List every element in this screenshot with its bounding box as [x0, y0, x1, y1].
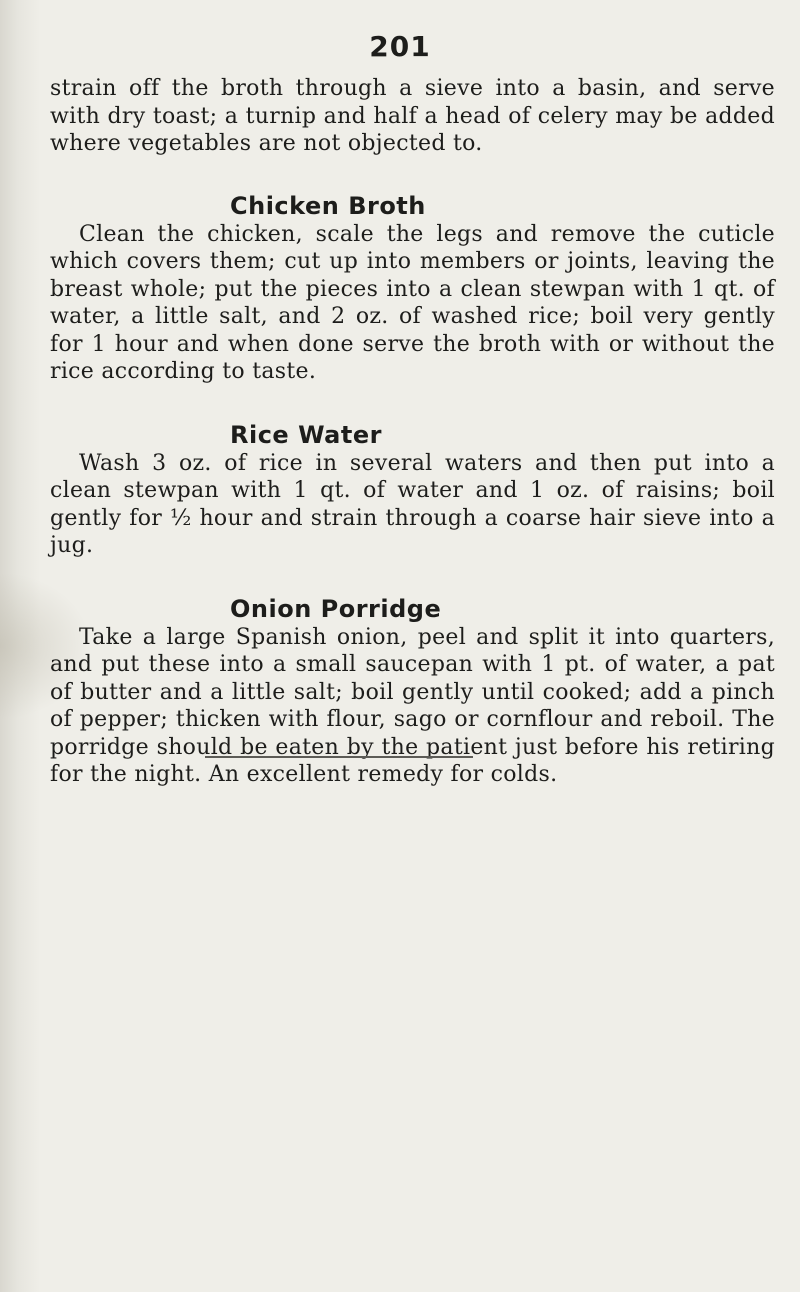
page-content — [50, 75, 775, 789]
continued-paragraph: strain off the broth through a sieve into a basin, and serve with dry toast; a turnip and half a head of celery may be added where vegetables are not objected to. — [50, 76, 775, 156]
section-divider — [205, 756, 473, 758]
recipe-title-rice-water: Rice Water — [230, 420, 382, 449]
recipe-title-chicken-broth: Chicken Broth — [230, 191, 426, 220]
recipe-text-rice-water: Wash 3 oz. of rice in several waters and then put into a clean stewpan with 1 qt. of water and 1 oz. of raisins; boil gently for ½ hour and strain through a coarse hair sieve into a jug. — [50, 450, 775, 558]
recipe-title-onion-porridge: Onion Porridge — [230, 594, 442, 623]
recipe-text-onion-porridge: Take a large Spanish onion, peel and split it into quarters, and put these into a small saucepan with 1 pt. of water, a pat of butter and a little salt; boil gently until cooked; add a pinch of pepper; thicken with flour, sago or cornflour and reboil. The porridge should be eaten by the patient just before his retiring for the night. An excellent remedy for colds. — [50, 624, 775, 787]
page-number: 201 — [369, 30, 431, 63]
recipe-text-chicken-broth: Clean the chicken, scale the legs and remove the cuticle which covers them; cut up into members or joints, leaving the breast whole; put the pieces into a clean stewpan with 1 qt. of water, a little salt, and 2 oz. of washed rice; boil very gently for 1 hour and when done serve the broth with or without the rice according to taste. — [50, 221, 775, 384]
